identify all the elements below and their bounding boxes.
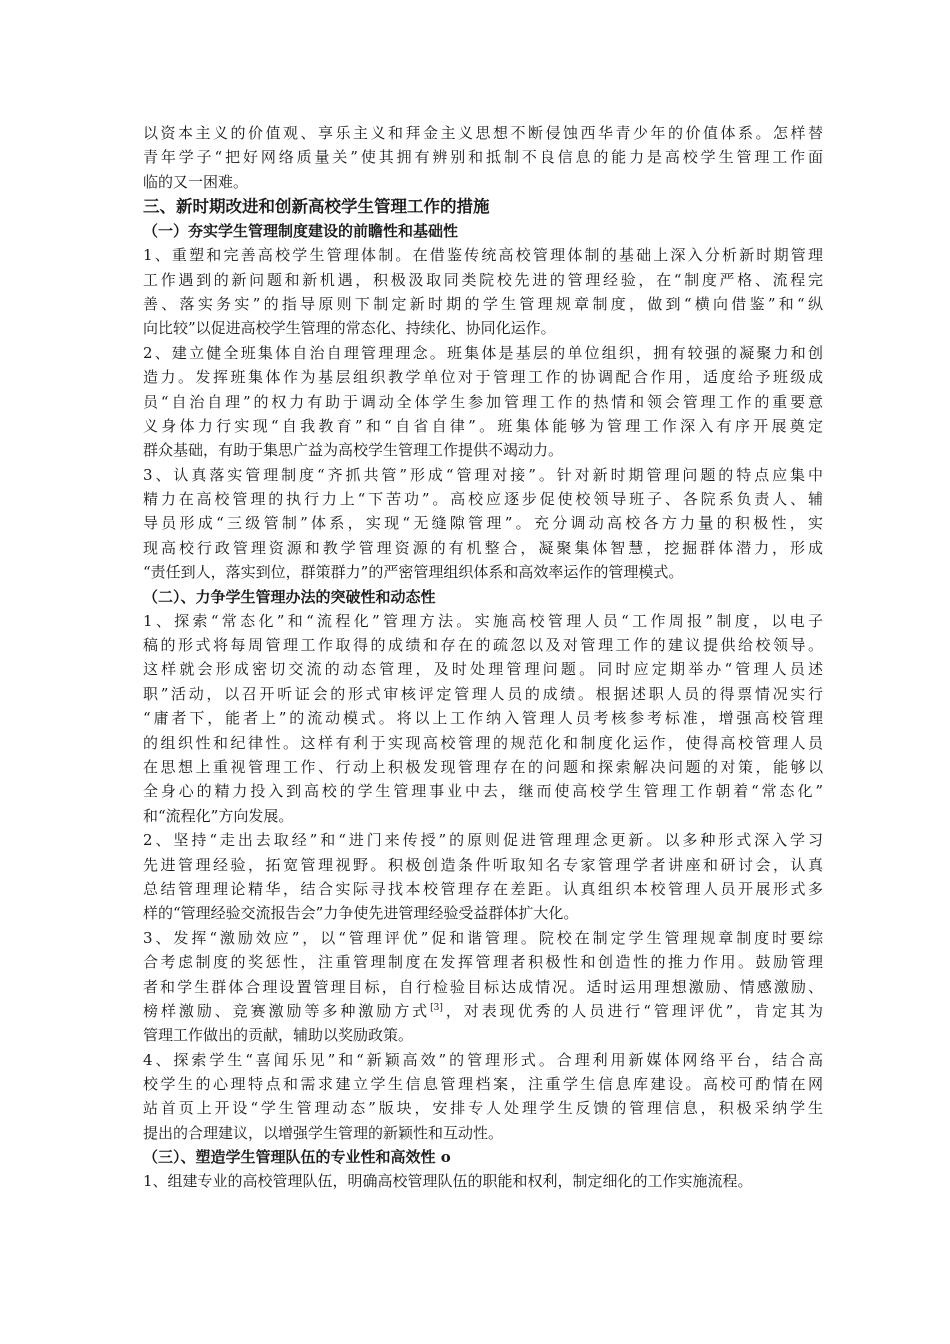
paragraph-1-1 bbox=[143, 243, 823, 341]
text-line: 者和学生群体合理设置管理目标，自行检验目标达成情况。适时运用理想激励、情感激励、 bbox=[143, 977, 823, 996]
paragraph-2-1 bbox=[143, 609, 823, 829]
text-line: 4、探索学生“喜闻乐见”和“新颖高效”的管理形式。合理利用新媒体网络平台，结合高 bbox=[143, 1050, 823, 1069]
text-line: 先进管理经验，拓宽管理视野。积极创造条件听取知名专家管理学者讲座和研讨会，认真 bbox=[143, 855, 823, 874]
text-line: 稿的形式将每周管理工作取得的成绩和存在的疏忽以及对管理工作的建议提供给校领导。 bbox=[143, 636, 823, 655]
document-page bbox=[143, 121, 823, 1194]
text-line: “责任到人，落实到位，群策群力”的严密管理组织体系和高效率运作的管理模式。 bbox=[143, 563, 684, 582]
text-line: “庸者下，能者上”的流动模式。将以上工作纳入管理人员考核参考标准，增强高校管理 bbox=[143, 709, 823, 728]
text-line: 站首页上开设“学生管理动态”版块，安排专人处理学生反馈的管理信息，积极采纳学生 bbox=[143, 1099, 823, 1118]
text-line: 2、建立健全班集体自治自理管理理念。班集体是基层的单位组织，拥有较强的凝聚力和创 bbox=[143, 343, 823, 362]
text-line: 管理工作做出的贡献，辅助以奖励政策。 bbox=[143, 1026, 414, 1045]
text-line: 全身心的精力投入到高校的学生管理事业中去，继而使高校学生管理工作朝着“常态化” bbox=[143, 782, 823, 801]
text-line: 义身体力行实现“自我教育”和“自省自律”。班集体能够为管理工作深入有序开展奠定 bbox=[143, 416, 823, 435]
text-line: 青年学子“把好网络质量关”使其拥有辨别和抵制不良信息的能力是高校学生管理工作面 bbox=[143, 148, 823, 167]
text-line: 样的“管理经验交流报告会”力争使先进管理经验受益群体扩大化。 bbox=[143, 904, 579, 923]
text-line: 职”活动，以召开听证会的形式审核评定管理人员的成绩。根据述职人员的得票情况实行 bbox=[143, 684, 823, 703]
text-line: 临的又一困难。 bbox=[143, 172, 249, 191]
text-line: 3、认真落实管理制度“齐抓共管”形成“管理对接”。针对新时期管理问题的特点应集中 bbox=[143, 465, 823, 484]
text-line: 提出的合理建议，以增强学生管理的新颖性和互动性。 bbox=[143, 1123, 504, 1142]
text-line: 和“流程化”方向发展。 bbox=[143, 806, 294, 825]
text-line: 向比较”以促进高校学生管理的常态化、持续化、协同化运作。 bbox=[143, 319, 556, 338]
paragraph-2-3 bbox=[143, 926, 823, 1048]
text-line: 这样就会形成密切交流的动态管理，及时处理管理问题。同时应定期举办“管理人员述 bbox=[143, 660, 823, 679]
paragraph-3-1 bbox=[143, 1169, 823, 1193]
paragraph-2-4 bbox=[143, 1048, 823, 1146]
text-line: 造力。发挥班集体作为基层组织教学单位对于管理工作的协调配合作用，适度给予班级成 bbox=[143, 368, 823, 387]
text-line: 2、坚持“走出去取经”和“进门来传授”的原则促进管理理念更新。以多种形式深入学习 bbox=[143, 831, 823, 850]
text-line: 导员形成“三级管制”体系，实现“无缝隙管理”。充分调动高校各方力量的积极性，实 bbox=[143, 514, 823, 533]
intro-paragraph bbox=[143, 121, 823, 194]
text-line: 1、组建专业的高校管理队伍，明确高校管理队伍的职能和权利，制定细化的工作实施流程。 bbox=[143, 1172, 753, 1191]
paragraph-1-3 bbox=[143, 463, 823, 585]
text-line: 1、探索“常态化”和“流程化”管理方法。实施高校管理人员“工作周报”制度，以电子 bbox=[143, 611, 823, 630]
text-line: 合考虑制度的奖惩性，注重管理制度在发挥管理者积极性和创造性的推力作用。鼓励管理 bbox=[143, 953, 823, 972]
text-line: 精力在高校管理的执行力上“下苦功”。高校应逐步促使校领导班子、各院系负责人、辅 bbox=[143, 490, 823, 509]
text-line: 以资本主义的价值观、享乐主义和拜金主义思想不断侵蚀西华青少年的价值体系。怎样替 bbox=[143, 124, 823, 142]
text-segment: ，对表现优秀的人员进行“管理评优”，肯定其为 bbox=[442, 1001, 823, 1020]
text-line: 员“自治自理”的权力有助于调动全体学生参加管理工作的热情和领会管理工作的重要意 bbox=[143, 392, 823, 411]
text-line: 现高校行政管理资源和教学管理资源的有机整合，凝聚集体智慧，挖掘群体潜力，形成 bbox=[143, 538, 823, 557]
citation-reference[interactable]: [3] bbox=[430, 1002, 443, 1013]
paragraph-1-2 bbox=[143, 341, 823, 463]
text-segment: 榜样激励、竞赛激励等多种激励方式 bbox=[143, 1001, 431, 1020]
text-line: 校学生的心理特点和需求建立学生信息管理档案，注重学生信息库建设。高校可酌情在网 bbox=[143, 1075, 823, 1094]
text-line: 1、重塑和完善高校学生管理体制。在借鉴传统高校管理体制的基础上深入分析新时期管理 bbox=[143, 246, 823, 265]
text-line: 善、落实务实”的指导原则下制定新时期的学生管理规章制度，做到“横向借鉴”和“纵 bbox=[143, 294, 823, 313]
text-line: 3、发挥“激励效应”，以“管理评优”促和谐管理。院校在制定学生管理规章制度时要综 bbox=[143, 928, 823, 947]
subsection-heading: （二）、力争学生管理办法的突破性和动态性 bbox=[143, 587, 436, 606]
text-line: 的组织性和纪律性。这样有利于实现高校管理的规范化和制度化运作，使得高校管理人员 bbox=[143, 733, 823, 752]
text-line: 总结管理理论精华，结合实际寻找本校管理存在差距。认真组织本校管理人员开展形式多 bbox=[143, 879, 823, 898]
text-line: 群众基础，有助于集思广益为高校学生管理工作提供不竭动力。 bbox=[143, 441, 564, 460]
subsection-heading: （三）、塑造学生管理队伍的专业性和高效性 o bbox=[143, 1148, 451, 1167]
text-line: 在思想上重视管理工作、行动上积极发现管理存在的问题和探索解决问题的对策，能够以 bbox=[143, 757, 823, 776]
paragraph-2-2 bbox=[143, 828, 823, 926]
section-heading: 三、新时期改进和创新高校学生管理工作的措施 bbox=[143, 197, 490, 217]
text-line bbox=[143, 999, 823, 1023]
subsection-heading: （一）夯实学生管理制度建设的前瞻性和基础性 bbox=[143, 222, 459, 241]
text-line: 工作遇到的新问题和新机遇，积极汲取同类院校先进的管理经验，在“制度严格、流程完 bbox=[143, 270, 823, 289]
